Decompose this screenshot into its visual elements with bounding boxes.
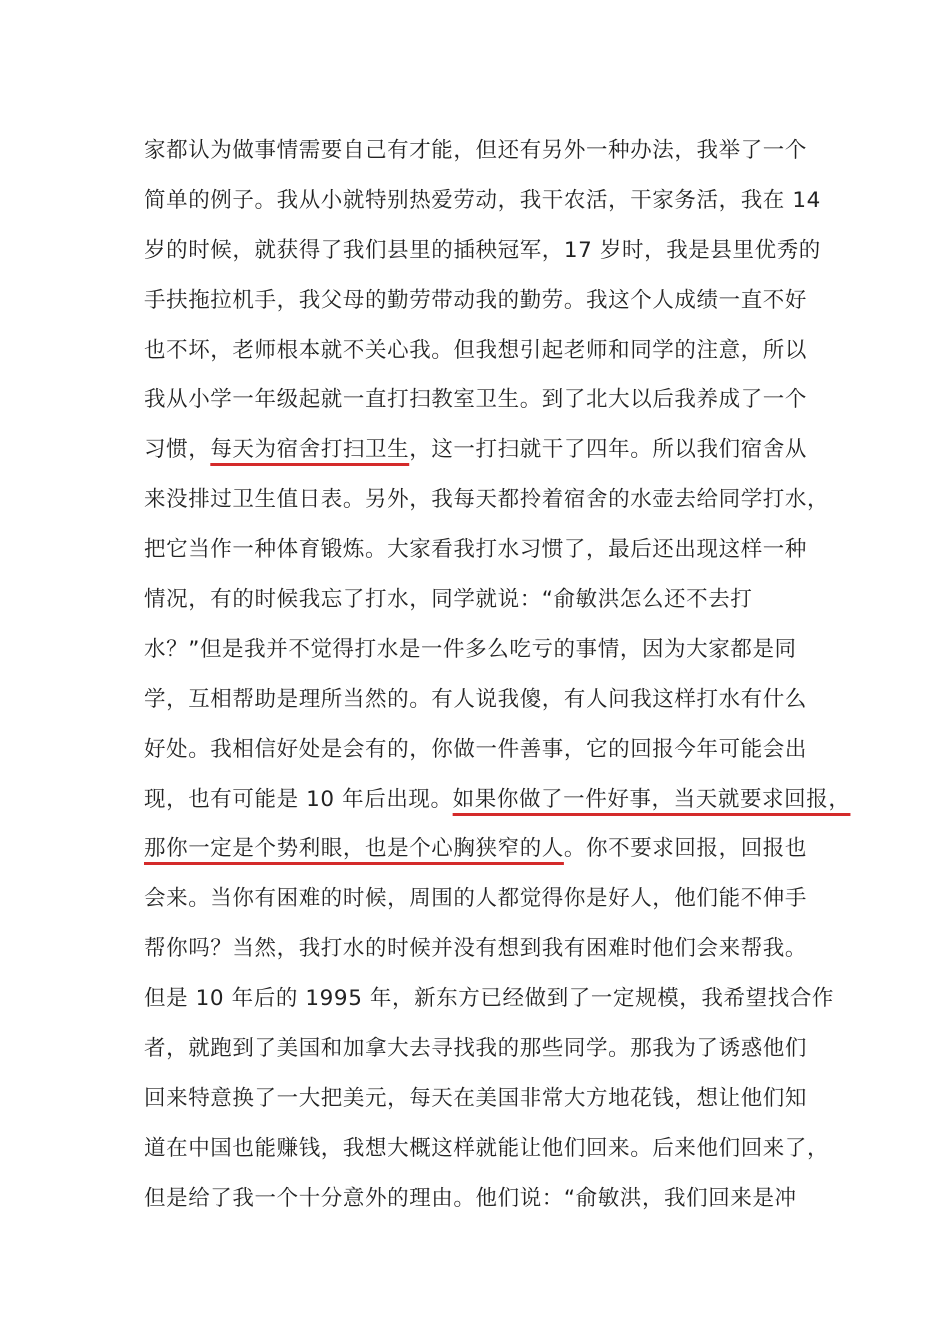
text-segment: 我从小学一年级起就一直打扫教室卫生。到了北大以后我养成了一个 xyxy=(144,387,808,413)
text-segment: 情况，有的时候我忘了打水，同学就说：“俞敏洪怎么还不去打 xyxy=(144,587,753,613)
text-segment: 但是 10 年后的 1995 年，新东方已经做到了一定规模，我希望找合作 xyxy=(144,986,835,1012)
text-segment: 简单的例子。我从小就特别热爱劳动，我干农活，干家务活，我在 14 xyxy=(144,187,821,213)
text-segment: 岁的时候，就获得了我们县里的插秧冠军，17 岁时，我是县里优秀的 xyxy=(144,237,821,263)
text-line xyxy=(144,1124,830,1174)
text-line xyxy=(144,475,830,525)
text-segment: 现，也有可能是 10 年后出现。 xyxy=(144,786,453,812)
text-line xyxy=(144,725,824,775)
text-line xyxy=(144,1174,824,1224)
text-segment: 好处。我相信好处是会有的，你做一件善事，它的回报今年可能会出 xyxy=(144,736,808,762)
text-segment: 。你不要求回报，回报也 xyxy=(563,836,808,862)
text-line xyxy=(144,425,824,475)
text-line xyxy=(144,375,824,425)
text-line xyxy=(144,974,835,1024)
underlined-text: 如果你做了一件好事，当天就要求回报， xyxy=(452,786,851,812)
text-segment: 也不坏，老师根本就不关心我。但我想引起老师和同学的注意，所以 xyxy=(144,337,808,363)
text-segment: 回来特意换了一大把美元，每天在美国非常大方地花钱，想让他们知 xyxy=(144,1085,808,1111)
text-line xyxy=(144,575,824,625)
text-segment: 帮你吗？当然，我打水的时候并没有想到我有困难时他们会来帮我。 xyxy=(144,936,808,962)
text-line xyxy=(144,1024,824,1074)
text-line xyxy=(144,874,824,924)
underlined-text: 每天为宿舍打扫卫生 xyxy=(210,437,410,463)
text-line xyxy=(144,226,824,276)
text-line xyxy=(144,824,824,874)
body-text xyxy=(144,126,851,1224)
text-segment: 者，就跑到了美国和加拿大去寻找我的那些同学。那我为了诱惑他们 xyxy=(144,1036,808,1062)
text-segment: 水？”但是我并不觉得打水是一件多么吃亏的事情，因为大家都是同 xyxy=(144,636,797,662)
text-segment: 把它当作一种体育锻炼。大家看我打水习惯了，最后还出现这样一种 xyxy=(144,537,808,563)
text-line xyxy=(144,326,824,376)
text-segment: ，这一打扫就干了四年。所以我们宿舍从 xyxy=(409,437,808,463)
text-line xyxy=(144,625,824,675)
text-line xyxy=(144,924,824,974)
text-line xyxy=(144,176,824,226)
text-segment: 会来。当你有困难的时候，周围的人都觉得你是好人，他们能不伸手 xyxy=(144,886,808,912)
text-segment: 习惯， xyxy=(144,437,211,463)
text-line xyxy=(144,1074,824,1124)
text-line xyxy=(144,126,824,176)
text-segment: 来没排过卫生值日表。另外，我每天都拎着宿舍的水壶去给同学打水， xyxy=(144,487,830,513)
text-segment: 但是给了我一个十分意外的理由。他们说：“俞敏洪，我们回来是冲 xyxy=(144,1185,797,1211)
text-line xyxy=(144,675,824,725)
text-segment: 手扶拖拉机手，我父母的勤劳带动我的勤劳。我这个人成绩一直不好 xyxy=(144,287,808,313)
text-line xyxy=(144,525,824,575)
text-segment: 家都认为做事情需要自己有才能，但还有另外一种办法，我举了一个 xyxy=(144,138,808,163)
text-line xyxy=(144,276,824,326)
text-segment: 道在中国也能赚钱，我想大概这样就能让他们回来。后来他们回来了， xyxy=(144,1135,830,1161)
text-segment: 学，互相帮助是理所当然的。有人说我傻，有人问我这样打水有什么 xyxy=(144,686,808,712)
text-line xyxy=(144,775,851,825)
underlined-text: 那你一定是个势利眼，也是个心胸狭窄的人 xyxy=(144,836,564,862)
